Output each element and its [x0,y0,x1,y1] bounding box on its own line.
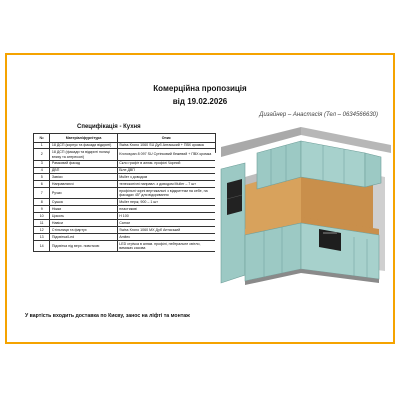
spec-row [34,149,216,160]
spec-row-number: 13 [34,233,50,240]
spec-row-description: Muller з доводом [117,174,215,181]
spec-row-description: LED стрічка в алюм. профілі, нейтральне світло, вимикач касова [117,240,215,251]
proposal-title: Комерційна пропозиція [153,84,247,93]
spec-row-number: 8 [34,199,50,206]
spec-row-number: 3 [34,160,50,167]
spec-row-description: пластикові [117,206,215,213]
spec-row [34,167,216,174]
spec-row-number: 9 [34,206,50,213]
spec-row [34,199,216,206]
spec-row [34,160,216,167]
proposal-sheet [5,53,395,344]
spec-row-material: Підсвітка/Led [50,233,117,240]
spec-row-number: 5 [34,174,50,181]
spec-row-description: Camar [117,220,215,227]
col-number: № [34,134,50,143]
spec-header-row [34,134,216,143]
spec-row-number: 2 [34,149,50,160]
spec-row [34,240,216,251]
spec-row-number: 10 [34,213,50,220]
spec-title: Специфікація - Кухня [77,124,141,130]
col-description: Опис [117,134,215,143]
spec-row-description: Swiss Krono 1060 MX Дуб Аптаський [117,226,215,233]
spec-row-description: телескопічні направл. з доводом Muller – 7 шт [117,181,215,188]
col-material: Матеріал/фурнітура [50,134,117,143]
spec-row-description: H 100 [117,213,215,220]
designer-contact: Дизайнер – Анастасія (Тел – 0634566630) [259,112,378,118]
spec-row-number: 14 [34,240,50,251]
spec-row-material: 18 ДСП (корпус та фасади відкриті) [50,142,117,149]
spec-row [34,142,216,149]
spec-row [34,174,216,181]
proposal-date: від 19.02.2026 [172,97,228,106]
spec-row-number: 11 [34,220,50,227]
spec-row-number: 12 [34,226,50,233]
spec-table [33,133,216,252]
spec-row-material: Рамковий фасад [50,160,117,167]
spec-row [34,181,216,188]
spec-row-description: Kronospan 8 097 SU Сутінковий бежевий + ПВХ кромка [117,149,215,160]
spec-row [34,226,216,233]
footer-note: У вартість входить доставка по Києву, занос на ліфті та монтаж [25,313,190,319]
spec-row-material: Цоколь [50,213,117,220]
spec-row-number: 7 [34,188,50,199]
spec-row [34,220,216,227]
spec-row-material: Ніжки [50,206,117,213]
spec-row-material: Навіси [50,220,117,227]
spec-row [34,213,216,220]
spec-row-description: Swiss Krono 1060 SU Дуб Аптаський + ПВХ кромка [117,142,215,149]
spec-row-description: Біле ДВП [117,167,215,174]
spec-row [34,206,216,213]
spec-row-number: 6 [34,181,50,188]
spec-row-material: 18 ДСП (фасади та відкриті полиці внизу та антресолі) [50,149,117,160]
spec-row [34,233,216,240]
spec-row-description: Muller нерж, 900 – 1 шт [117,199,215,206]
spec-row-material: Стільниця та фартух [50,226,117,233]
spec-row-material: Ручки [50,188,117,199]
spec-row-material: ДВП [50,167,117,174]
spec-row-material: Направляючі [50,181,117,188]
kitchen-render [215,123,391,293]
spec-row-description: профільні чорні вертикальні з відкриттям на себе, на фасадах 45° для відкривання [117,188,215,199]
spec-row-number: 4 [34,167,50,174]
spec-row-material: Сушка [50,199,117,206]
spec-row [34,188,216,199]
spec-row-material: Завіси [50,174,117,181]
spec-row-number: 1 [34,142,50,149]
spec-row-description: Amitec [117,233,215,240]
spec-row-material: Підсвітка під верх. повоткою [50,240,117,251]
spec-row-description: Скло графіт в алюм. профілі Чорний [117,160,215,167]
